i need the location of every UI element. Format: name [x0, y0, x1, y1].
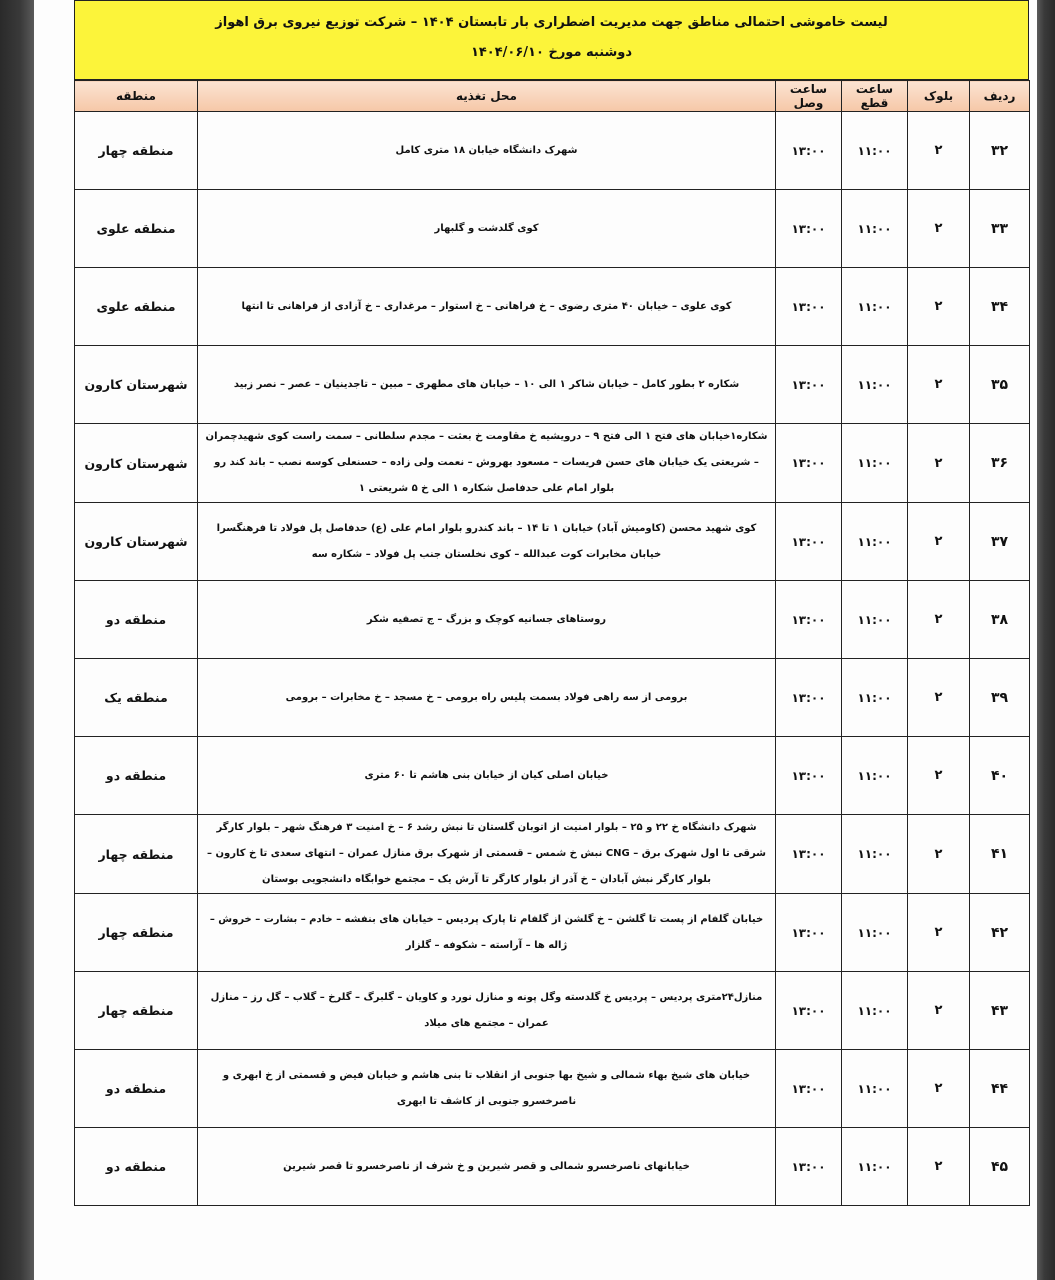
connect-time: ۱۳:۰۰	[776, 268, 842, 346]
table-row	[75, 972, 1030, 1050]
feeding-location: شکاره ۲ بطور کامل – خیابان شاکر ۱ الی ۱۰ – خیابان های مطهری – مبین – تاجدینیان – عصر – نصر زبید	[198, 346, 776, 424]
table-row	[75, 894, 1030, 972]
column-header-location: محل تغذیه	[198, 81, 776, 112]
cut-time: ۱۱:۰۰	[842, 503, 908, 581]
row-number: ۳۴	[970, 268, 1030, 346]
row-number: ۳۷	[970, 503, 1030, 581]
block-number: ۲	[908, 190, 970, 268]
table-row	[75, 190, 1030, 268]
column-header-cut-time: ساعت قطع	[842, 81, 908, 112]
area-name: شهرستان کارون	[75, 503, 198, 581]
block-number: ۲	[908, 1128, 970, 1206]
cut-time: ۱۱:۰۰	[842, 190, 908, 268]
block-number: ۲	[908, 268, 970, 346]
page-title: لیست خاموشی احتمالی مناطق جهت مدیریت اضطراری بار تابستان ۱۴۰۴ – شرکت توزیع نیروی برق اهواز	[215, 15, 888, 30]
connect-time: ۱۳:۰۰	[776, 1050, 842, 1128]
row-number: ۳۵	[970, 346, 1030, 424]
area-name: منطقه علوی	[75, 190, 198, 268]
block-number: ۲	[908, 737, 970, 815]
cut-time: ۱۱:۰۰	[842, 112, 908, 190]
connect-time: ۱۳:۰۰	[776, 190, 842, 268]
header-banner	[74, 0, 1029, 80]
row-number: ۳۲	[970, 112, 1030, 190]
feeding-location: کوی علوی – خیابان ۴۰ متری رضوی – خ فراهانی – خ استوار – مرغداری – خ آزادی از فراهانی تا انتها	[198, 268, 776, 346]
row-number: ۴۰	[970, 737, 1030, 815]
feeding-location: خیابان اصلی کیان از خیابان بنی هاشم تا ۶۰ متری	[198, 737, 776, 815]
cut-time: ۱۱:۰۰	[842, 815, 908, 894]
row-number: ۳۶	[970, 424, 1030, 503]
cut-time: ۱۱:۰۰	[842, 346, 908, 424]
connect-time: ۱۳:۰۰	[776, 659, 842, 737]
table-row	[75, 815, 1030, 894]
area-name: منطقه یک	[75, 659, 198, 737]
cut-time: ۱۱:۰۰	[842, 1128, 908, 1206]
feeding-location: شهرک دانشگاه خ ۲۲ و ۲۵ – بلوار امنیت از اتوبان گلستان تا نبش رشد ۶ – خ امنیت ۳ فرهنگ شهر – بلوار کارگر شرقی تا اول شهرک برق – CNG نبش خ شمس – قسمتی از شهرک برق منازل عمران – انتهای سعدی تا خ کارون – بلوار کارگر نبش آبادان – خ آذر از بلوار کارگر تا آرش یک – مجتمع خوابگاه دانشجویی بوستان	[198, 815, 776, 894]
feeding-location: خیابان های شیخ بهاء شمالی و شیخ بها جنوبی از انقلاب تا بنی هاشم و خیابان فیض و قسمتی از خ ابهری و ناصرخسرو جنوبی از کاشف تا ابهری	[198, 1050, 776, 1128]
block-number: ۲	[908, 659, 970, 737]
cut-time: ۱۱:۰۰	[842, 737, 908, 815]
feeding-location: روستاهای جسانیه کوچک و بزرگ – ج تصفیه شکر	[198, 581, 776, 659]
cut-time: ۱۱:۰۰	[842, 659, 908, 737]
cut-time: ۱۱:۰۰	[842, 268, 908, 346]
area-name: منطقه دو	[75, 1050, 198, 1128]
row-number: ۳۳	[970, 190, 1030, 268]
cut-time: ۱۱:۰۰	[842, 1050, 908, 1128]
area-name: منطقه چهار	[75, 894, 198, 972]
screen-edge-left	[0, 0, 34, 1280]
cut-time: ۱۱:۰۰	[842, 581, 908, 659]
column-header-row-number: ردیف	[970, 81, 1030, 112]
connect-time: ۱۳:۰۰	[776, 581, 842, 659]
block-number: ۲	[908, 503, 970, 581]
connect-time: ۱۳:۰۰	[776, 972, 842, 1050]
connect-time: ۱۳:۰۰	[776, 1128, 842, 1206]
screen-edge-right	[1037, 0, 1055, 1280]
area-name: منطقه دو	[75, 1128, 198, 1206]
feeding-location: برومی از سه راهی فولاد بسمت پلیس راه برومی – خ مسجد – خ مخابرات – برومی	[198, 659, 776, 737]
table-row	[75, 737, 1030, 815]
column-header-area: منطقه	[75, 81, 198, 112]
block-number: ۲	[908, 581, 970, 659]
feeding-location: کوی شهید محسن (کاومیش آباد) خیابان ۱ تا ۱۴ – باند کندرو بلوار امام علی (ع) حدفاصل پل فولاد تا فرهنگسرا خیابان مخابرات کوت عبدالله – کوی نخلستان جنب پل فولاد – شکاره سه	[198, 503, 776, 581]
outage-table	[74, 80, 1030, 1206]
connect-time: ۱۳:۰۰	[776, 503, 842, 581]
block-number: ۲	[908, 424, 970, 503]
area-name: منطقه چهار	[75, 972, 198, 1050]
table-row	[75, 268, 1030, 346]
block-number: ۲	[908, 894, 970, 972]
table-row	[75, 659, 1030, 737]
feeding-location: کوی گلدشت و گلبهار	[198, 190, 776, 268]
feeding-location: خیابانهای ناصرخسرو شمالی و قصر شیرین و خ شرف از ناصرخسرو تا قصر شیرین	[198, 1128, 776, 1206]
column-header-connect-time: ساعت وصل	[776, 81, 842, 112]
block-number: ۲	[908, 346, 970, 424]
column-header-block: بلوک	[908, 81, 970, 112]
area-name: منطقه چهار	[75, 815, 198, 894]
area-name: منطقه علوی	[75, 268, 198, 346]
cut-time: ۱۱:۰۰	[842, 894, 908, 972]
block-number: ۲	[908, 972, 970, 1050]
table-row	[75, 346, 1030, 424]
row-number: ۴۱	[970, 815, 1030, 894]
row-number: ۴۵	[970, 1128, 1030, 1206]
area-name: منطقه دو	[75, 581, 198, 659]
table-row	[75, 112, 1030, 190]
table-row	[75, 581, 1030, 659]
connect-time: ۱۳:۰۰	[776, 112, 842, 190]
connect-time: ۱۳:۰۰	[776, 737, 842, 815]
feeding-location: خیابان گلفام از پست تا گلشن – خ گلشن از گلفام تا پارک پردیس – خیابان های بنفشه – خادم – بشارت – خروش – ژاله ها – آراسته – شکوفه – گلزار	[198, 894, 776, 972]
cut-time: ۱۱:۰۰	[842, 424, 908, 503]
connect-time: ۱۳:۰۰	[776, 424, 842, 503]
area-name: شهرستان کارون	[75, 346, 198, 424]
feeding-location: منازل۲۴متری پردیس – پردیس خ گلدسته وگل پونه و منازل نورد و کاویان – گلبرگ – گلرخ – گلاب – گل رز – منازل عمران – مجتمع های میلاد	[198, 972, 776, 1050]
feeding-location: شکاره۱خیابان های فتح ۱ الی فتح ۹ – درویشیه خ مقاومت خ بعثت – مجدم سلطانی – سمت راست کوی شهیدچمران – شریعتی یک خیابان های حسن فریسات – مسعود بهروش – نعمت ولی زاده – حسنعلی کوسه نصب – باند کند رو بلوار امام علی حدفاصل شکاره ۱ الی خ ۵ شریعتی ۱	[198, 424, 776, 503]
table-row	[75, 1128, 1030, 1206]
feeding-location: شهرک دانشگاه خیابان ۱۸ متری کامل	[198, 112, 776, 190]
table-row	[75, 1050, 1030, 1128]
area-name: منطقه چهار	[75, 112, 198, 190]
date-line: دوشنبه مورخ ۱۴۰۴/۰۶/۱۰	[470, 45, 633, 60]
row-number: ۴۴	[970, 1050, 1030, 1128]
area-name: شهرستان کارون	[75, 424, 198, 503]
row-number: ۳۸	[970, 581, 1030, 659]
table-header-row	[75, 81, 1030, 112]
table-row	[75, 424, 1030, 503]
area-name: منطقه دو	[75, 737, 198, 815]
row-number: ۴۳	[970, 972, 1030, 1050]
table-row	[75, 503, 1030, 581]
row-number: ۳۹	[970, 659, 1030, 737]
block-number: ۲	[908, 815, 970, 894]
connect-time: ۱۳:۰۰	[776, 346, 842, 424]
row-number: ۴۲	[970, 894, 1030, 972]
block-number: ۲	[908, 1050, 970, 1128]
block-number: ۲	[908, 112, 970, 190]
cut-time: ۱۱:۰۰	[842, 972, 908, 1050]
connect-time: ۱۳:۰۰	[776, 815, 842, 894]
connect-time: ۱۳:۰۰	[776, 894, 842, 972]
